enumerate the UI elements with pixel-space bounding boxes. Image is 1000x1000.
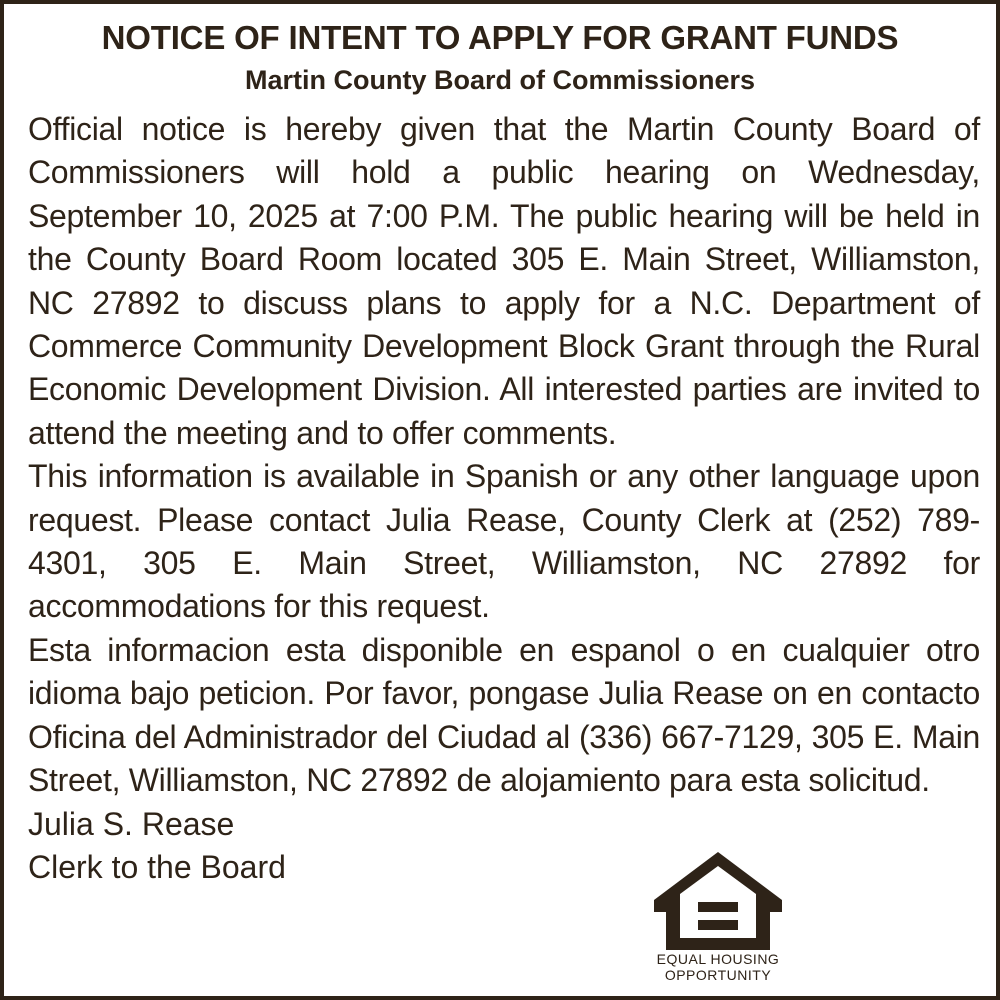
notice-body	[28, 108, 980, 889]
equal-housing-opportunity-icon	[652, 850, 784, 950]
equal-housing-logo	[650, 850, 790, 990]
signature-role: Clerk to the Board	[28, 848, 286, 885]
eho-text-line2: OPPORTUNITY	[664, 967, 772, 983]
notice-title: NOTICE OF INTENT TO APPLY FOR GRANT FUNDS	[101, 19, 899, 56]
paragraph-language-english: This information is available in Spanish or any other language upon request. Please contact Julia Rease, County Clerk at (252) 789-4301, 305 E. Main Street, Williamston, NC 27892 for accommodations for this request.	[28, 458, 980, 625]
paragraph-hearing: Official notice is hereby given that the Martin County Board of Commissioners will hold a public hearing on Wednesday, September 10, 2025 at 7:00 P.M. The public hearing will be held in the County Board Room located 305 E. Main Street, Williamston, NC 27892 to discuss plans to apply for a N.C. Department of Commerce Community Development Block Grant through the Rural Economic Development Division. All interested parties are invited to attend the meeting and to offer comments.	[28, 111, 980, 451]
signature-name: Julia S. Rease	[28, 805, 235, 842]
eho-text-line1: EQUAL HOUSING	[656, 951, 780, 967]
notice-subtitle: Martin County Board of Commissioners	[244, 65, 756, 95]
paragraph-language-spanish: Esta informacion esta disponible en espanol o en cualquier otro idioma bajo peticion. Por favor, pongase Julia Rease on en contacto Oficina del Administrador del Ciudad al (336) 667-7129, 305 E. Main Street, Williamston, NC 27892 de alojamiento para esta solicitud.	[28, 631, 980, 799]
